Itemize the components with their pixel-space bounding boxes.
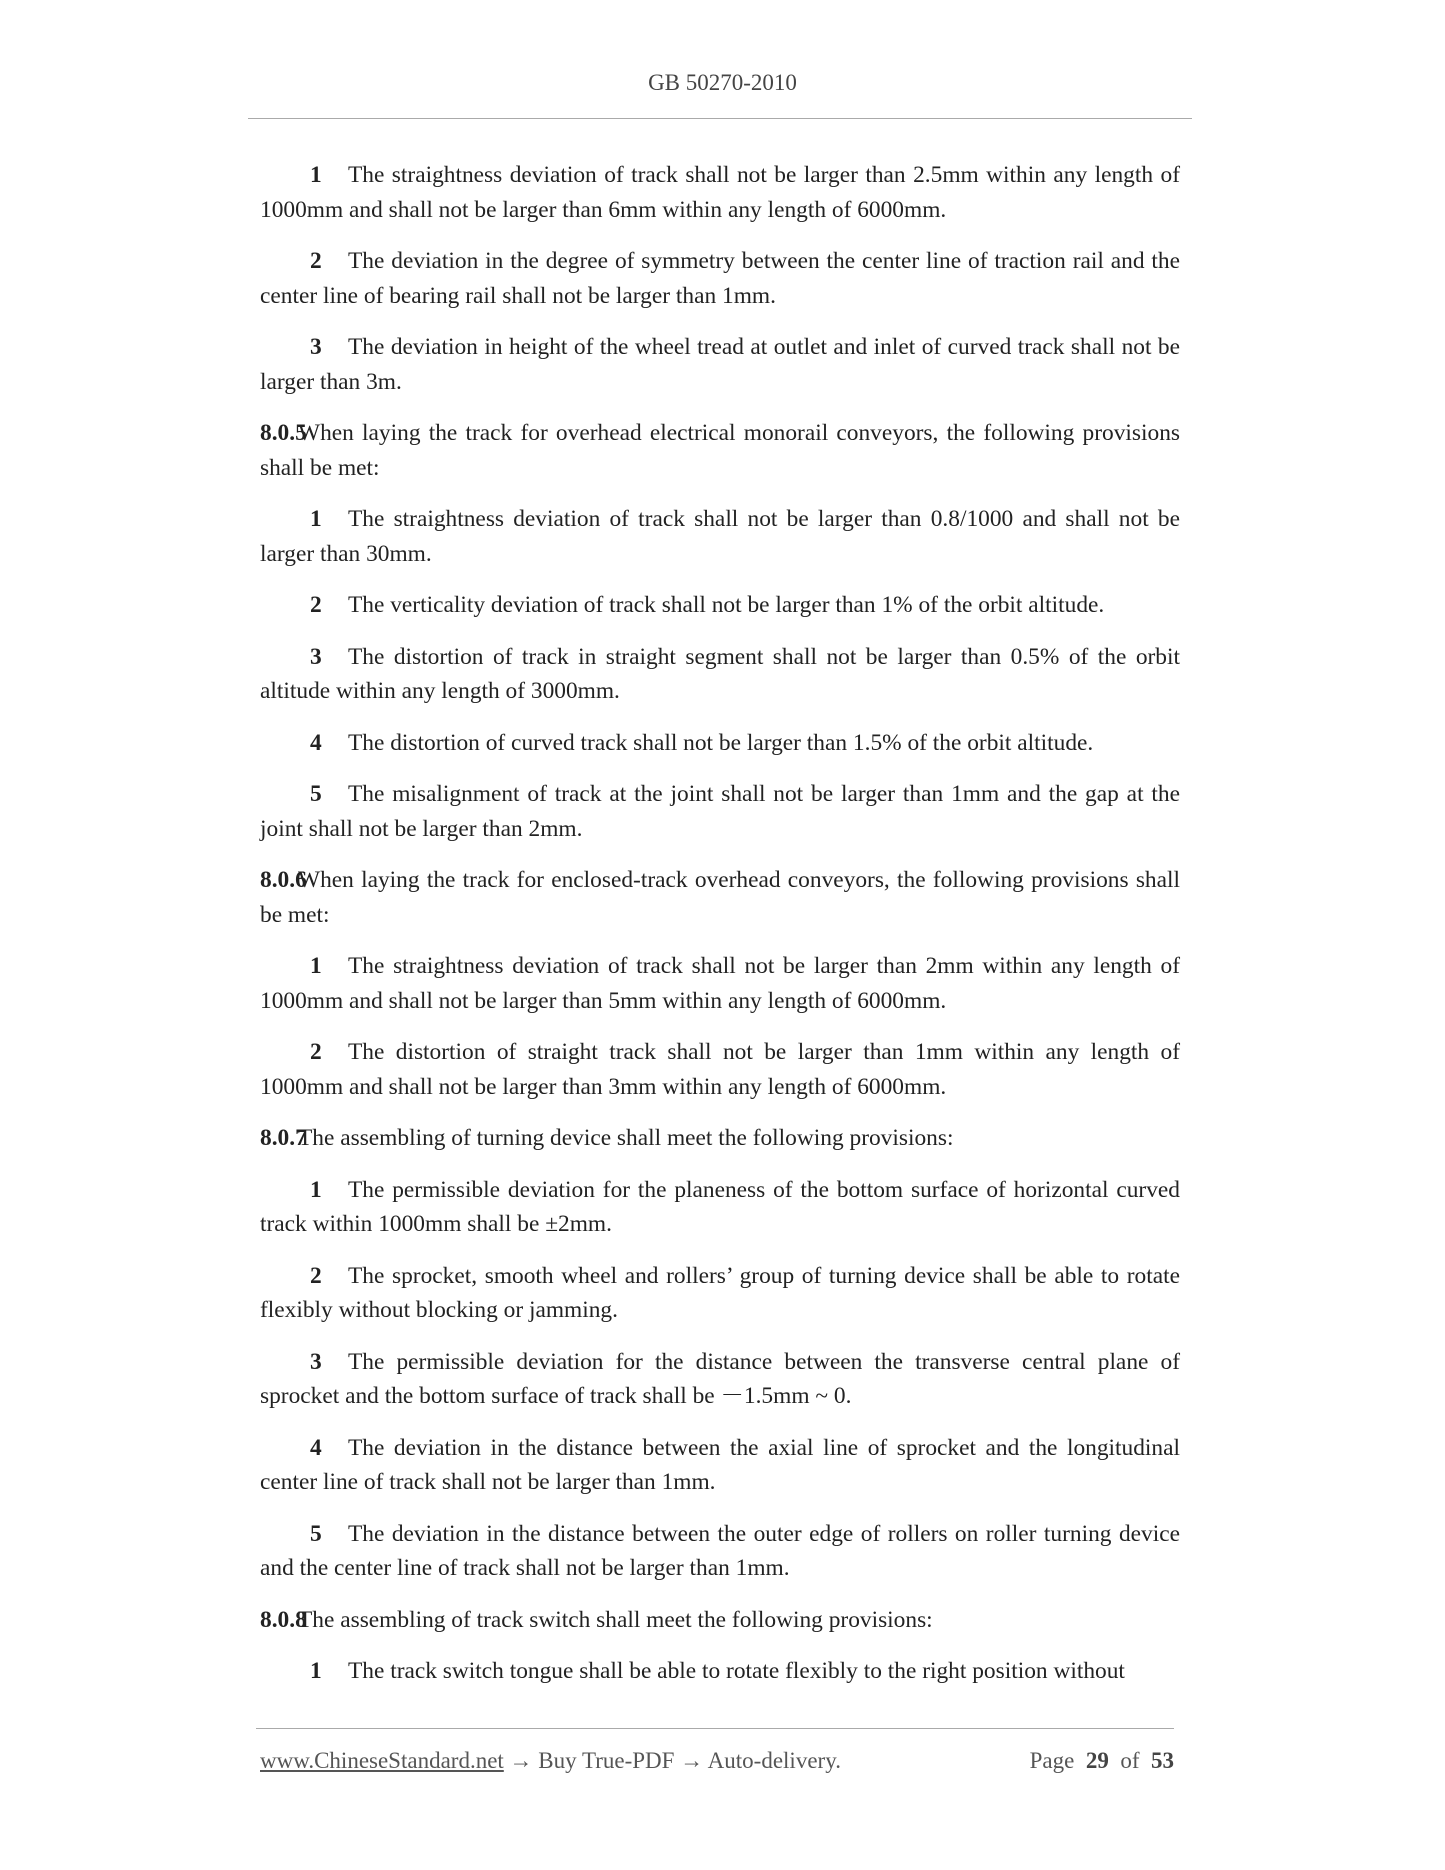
item-number: 1 bbox=[310, 162, 322, 188]
list-item-paragraph bbox=[260, 588, 1180, 623]
page-indicator bbox=[1030, 1748, 1174, 1774]
paragraph-text: When laying the track for enclosed-track overhead conveyors, the following provisions shall be met: bbox=[260, 867, 1180, 928]
page-label: Page bbox=[1029, 1748, 1075, 1773]
chinesestandard-link[interactable]: www.ChineseStandard.net bbox=[260, 1748, 504, 1773]
list-item-paragraph bbox=[260, 1654, 1180, 1689]
page-header: GB 50270-2010 bbox=[648, 70, 797, 95]
paragraph-text: The straightness deviation of track shall not be larger than 2.5mm within any length of 1000mm and shall not be larger than 6mm within any length of 6000mm. bbox=[260, 162, 1180, 223]
item-number: 3 bbox=[310, 1348, 322, 1375]
list-item-paragraph bbox=[260, 1173, 1180, 1242]
list-item-paragraph bbox=[260, 1259, 1180, 1328]
item-number: 2 bbox=[310, 248, 322, 274]
item-number: 1 bbox=[310, 1176, 322, 1203]
paragraph-text: The deviation in the distance between the axial line of sprocket and the longitudinal center line of track shall not be larger than 1mm. bbox=[260, 1434, 1180, 1495]
list-item-paragraph bbox=[260, 726, 1180, 761]
paragraph-text: The distortion of curved track shall not be larger than 1.5% of the orbit altitude. bbox=[348, 729, 1094, 756]
list-item-paragraph bbox=[260, 244, 1180, 313]
paragraph-text: When laying the track for overhead electrical monorail conveyors, the following provisions shall be met: bbox=[260, 420, 1180, 481]
item-number: 5 bbox=[310, 1520, 322, 1547]
footer-divider bbox=[256, 1728, 1174, 1729]
item-number: 3 bbox=[310, 334, 322, 360]
paragraph-text: The distortion of track in straight segment shall not be larger than 0.5% of the orbit altitude within any length of 3000mm. bbox=[260, 643, 1180, 704]
paragraph-text: The straightness deviation of track shall not be larger than 2mm within any length of 1000mm and shall not be larger than 5mm within any length of 6000mm. bbox=[260, 953, 1180, 1014]
page-number: 29 bbox=[1085, 1748, 1109, 1773]
paragraph-text: The verticality deviation of track shall not be larger than 1% of the orbit altitude. bbox=[348, 592, 1105, 618]
clause-paragraph bbox=[260, 1121, 1180, 1156]
paragraph-text: The assembling of track switch shall meet the following provisions: bbox=[298, 1606, 933, 1633]
list-item-paragraph bbox=[260, 1035, 1180, 1104]
item-number: 2 bbox=[310, 1262, 322, 1289]
clause-number: 8.0.7 bbox=[260, 1125, 307, 1151]
header-divider bbox=[248, 118, 1192, 119]
paragraph-text: The permissible deviation for the distance between the transverse central plane of sprocket and the bottom surface of track shall be －1.5mm ~ 0. bbox=[260, 1348, 1180, 1409]
item-number: 1 bbox=[310, 1658, 322, 1684]
item-number: 4 bbox=[310, 729, 322, 756]
clause-number: 8.0.5 bbox=[260, 420, 307, 446]
list-item-paragraph bbox=[260, 502, 1180, 571]
list-item-paragraph bbox=[260, 330, 1180, 399]
page-total: 53 bbox=[1151, 1748, 1174, 1773]
paragraph-text: The misalignment of track at the joint shall not be larger than 1mm and the gap at the joint shall not be larger than 2mm. bbox=[260, 781, 1180, 842]
clause-number: 8.0.8 bbox=[260, 1606, 307, 1633]
paragraph-text: The track switch tongue shall be able to rotate flexibly to the right position without bbox=[348, 1658, 1125, 1684]
item-number: 4 bbox=[310, 1434, 322, 1461]
clause-paragraph bbox=[260, 1603, 1180, 1638]
paragraph-text: The straightness deviation of track shall not be larger than 0.8/1000 and shall not be larger than 30mm. bbox=[260, 506, 1180, 567]
paragraph-text: The deviation in height of the wheel tread at outlet and inlet of curved track shall not be larger than 3m. bbox=[260, 334, 1180, 395]
paragraph-text: The assembling of turning device shall meet the following provisions: bbox=[298, 1125, 954, 1151]
of-label: of bbox=[1120, 1748, 1140, 1773]
paragraph-text: The distortion of straight track shall not be larger than 1mm within any length of 1000mm and shall not be larger than 3mm within any length of 6000mm. bbox=[260, 1039, 1180, 1100]
item-number: 5 bbox=[310, 781, 322, 807]
auto-delivery-text: Auto-delivery. bbox=[707, 1748, 841, 1773]
item-number: 3 bbox=[310, 643, 322, 670]
list-item-paragraph bbox=[260, 949, 1180, 1018]
item-number: 1 bbox=[310, 953, 322, 979]
paragraph-text: The sprocket, smooth wheel and rollers’ group of turning device shall be able to rotate flexibly without blocking or jamming. bbox=[260, 1262, 1180, 1323]
document-body bbox=[260, 158, 1180, 1706]
item-number: 1 bbox=[310, 506, 322, 532]
paragraph-text: The deviation in the distance between the outer edge of rollers on roller turning device and the center line of track shall not be larger than 1mm. bbox=[260, 1520, 1180, 1581]
buy-true-pdf-link[interactable]: Buy True-PDF bbox=[538, 1748, 675, 1773]
clause-number: 8.0.6 bbox=[260, 867, 307, 893]
item-number: 2 bbox=[310, 592, 322, 618]
paragraph-text: The deviation in the degree of symmetry between the center line of traction rail and the center line of bearing rail shall not be larger than 1mm. bbox=[260, 248, 1180, 309]
clause-paragraph bbox=[260, 416, 1180, 485]
list-item-paragraph bbox=[260, 640, 1180, 709]
arrow-right-icon: → bbox=[680, 1748, 704, 1773]
footer-left bbox=[260, 1748, 841, 1774]
list-item-paragraph bbox=[260, 1345, 1180, 1414]
item-number: 2 bbox=[310, 1039, 322, 1065]
list-item-paragraph bbox=[260, 1517, 1180, 1586]
paragraph-text: The permissible deviation for the planeness of the bottom surface of horizontal curved track within 1000mm shall be ±2mm. bbox=[260, 1176, 1180, 1237]
list-item-paragraph bbox=[260, 1431, 1180, 1500]
clause-paragraph bbox=[260, 863, 1180, 932]
arrow-right-icon: → bbox=[509, 1748, 533, 1773]
list-item-paragraph bbox=[260, 158, 1180, 227]
list-item-paragraph bbox=[260, 777, 1180, 846]
